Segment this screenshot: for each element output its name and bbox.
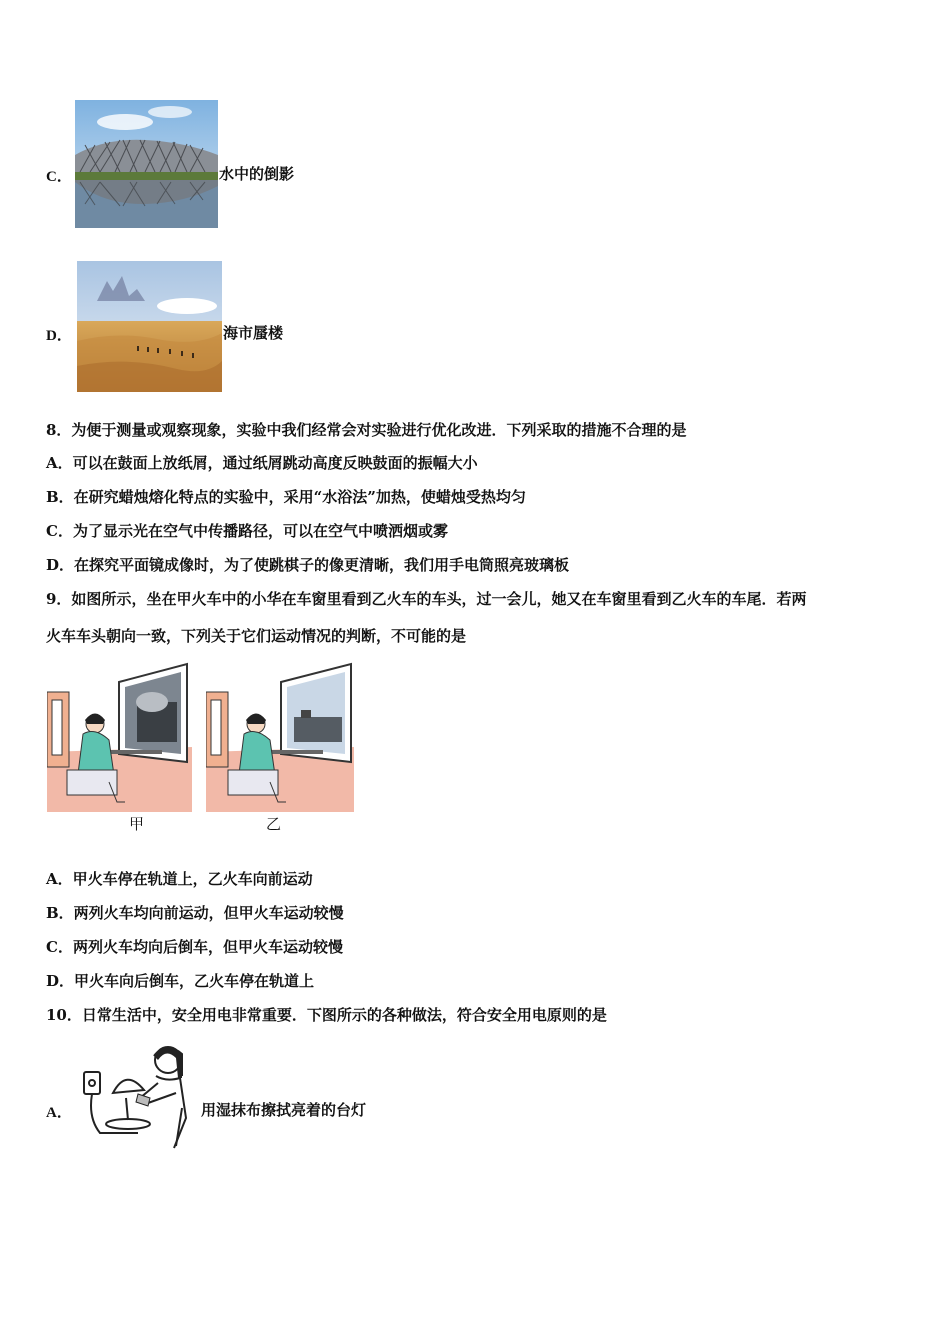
train-window-figure-2 <box>206 662 354 812</box>
mirage-desert-image <box>77 261 222 392</box>
q10-stem: 10．日常生活中，安全用电非常重要．下图所示的各种做法，符合安全用电原则的是 <box>46 1006 607 1024</box>
q10-option-a-text: 用湿抹布擦拭亮着的台灯 <box>201 1101 367 1119</box>
option-d-text: 海市蜃楼 <box>223 324 284 342</box>
q9-option-b: B．两列火车均向前运动，但甲火车运动较慢 <box>46 904 344 922</box>
wet-cloth-lamp-image <box>78 1038 196 1150</box>
q8-option-b: B．在研究蜡烛熔化特点的实验中，采用“水浴法”加热，使蜡烛受热均匀 <box>46 488 526 506</box>
figure-caption-jia: 甲 <box>129 815 145 833</box>
option-c-text: 水中的倒影 <box>219 165 295 183</box>
q9-stem-line2: 火车车头朝向一致，下列关于它们运动情况的判断，不可能的是 <box>46 627 467 645</box>
bird-nest-reflection-image <box>75 100 218 228</box>
option-d-letter: D． <box>46 328 72 344</box>
q10-option-a-letter: A． <box>46 1105 72 1121</box>
q9-option-a: A．甲火车停在轨道上，乙火车向前运动 <box>46 870 313 888</box>
q9-option-d: D．甲火车向后倒车，乙火车停在轨道上 <box>46 972 315 990</box>
q8-option-d: D．在探究平面镜成像时，为了使跳棋子的像更清晰，我们用手电筒照亮玻璃板 <box>46 556 570 574</box>
q9-option-c: C．两列火车均向后倒车，但甲火车运动较慢 <box>46 938 343 956</box>
train-window-figure-1 <box>47 662 192 812</box>
figure-caption-yi: 乙 <box>266 815 282 833</box>
q8-option-a: A．可以在鼓面上放纸屑，通过纸屑跳动高度反映鼓面的振幅大小 <box>46 454 478 472</box>
q8-stem: 8．为便于测量或观察现象，实验中我们经常会对实验进行优化改进．下列采取的措施不合理的是 <box>46 421 687 439</box>
option-c-letter: C． <box>46 169 72 185</box>
q9-stem-line1: 9．如图所示，坐在甲火车中的小华在车窗里看到乙火车的车头，过一会儿，她又在车窗里看到乙火车的车尾．若两 <box>46 590 807 608</box>
q8-option-c: C．为了显示光在空气中传播路径，可以在空气中喷洒烟或雾 <box>46 522 448 540</box>
